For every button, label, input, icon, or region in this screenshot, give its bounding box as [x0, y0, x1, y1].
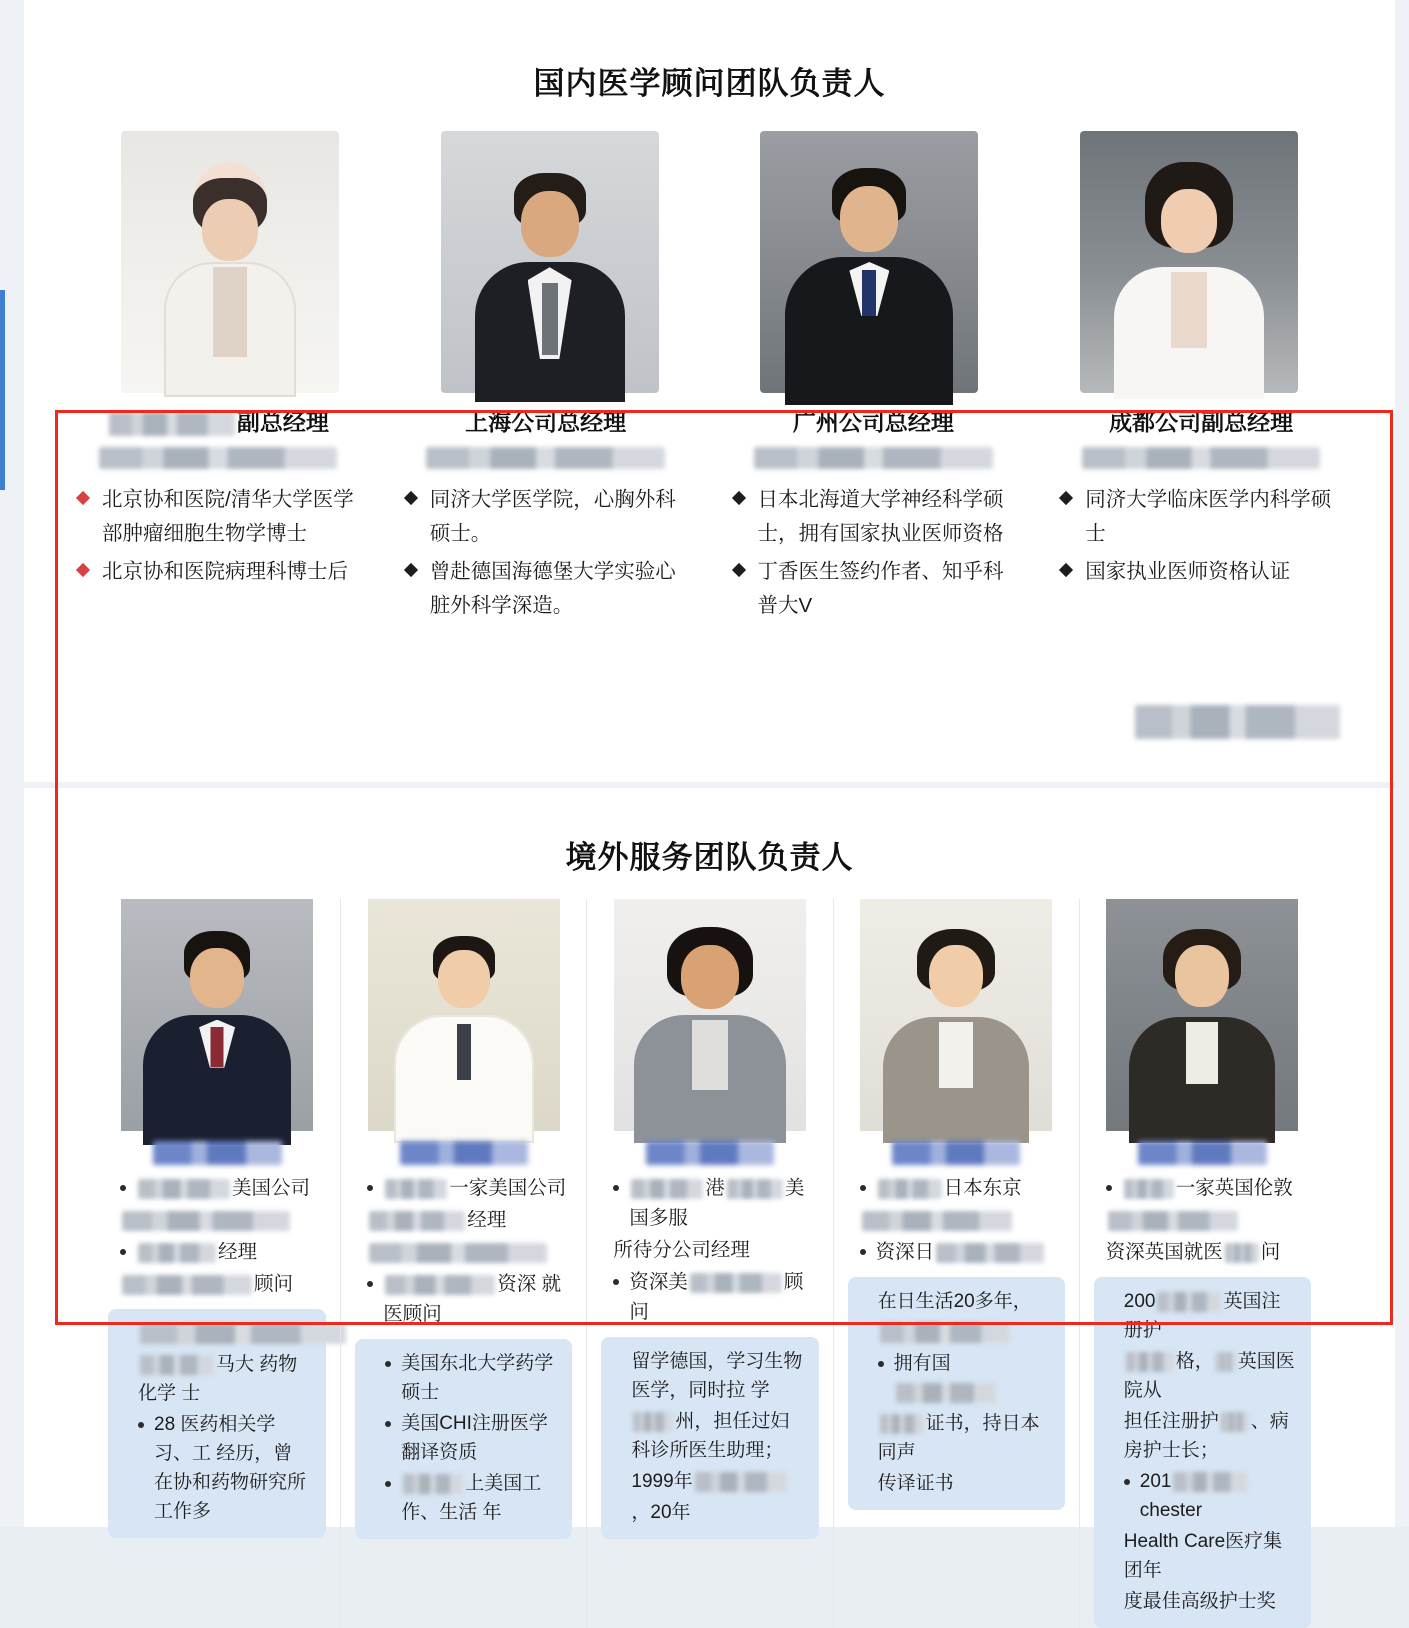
- bio-card-1: [54, 407, 382, 627]
- card-bullet: 资深美 顾问: [613, 1267, 820, 1327]
- bio-card-4: [1037, 407, 1365, 627]
- scroll-indicator[interactable]: [0, 290, 5, 490]
- card-bullet: 日本东京: [860, 1173, 1067, 1203]
- bio-bullet: 北京协和医院病理科博士后: [76, 555, 360, 589]
- portrait-photo-8: [860, 899, 1052, 1131]
- portrait-photo-4: [1080, 131, 1298, 393]
- card-name-redacted-4: [892, 1141, 1020, 1165]
- bio-card-3: [710, 407, 1038, 627]
- card-bullets-4: [842, 1173, 1071, 1267]
- bio-bullet: 丁香医生签约作者、知乎科普大V: [732, 555, 1016, 623]
- bio-bullet: 北京协和医院/清华大学医学部肿瘤细胞生物学博士: [76, 483, 360, 551]
- bio-bullets-2: [404, 483, 688, 623]
- card-bullet: 马大 药物化学 士: [138, 1354, 298, 1404]
- diamond-bullet-icon: [731, 491, 745, 505]
- bio-role-2: 上海公司总经理: [465, 409, 627, 435]
- portrait-photo-6: [368, 899, 560, 1131]
- bio-role-3: 广州公司总经理: [792, 409, 954, 435]
- card-name-redacted-3: [646, 1141, 774, 1165]
- card-bullet: 资深日: [860, 1237, 1067, 1267]
- diamond-bullet-icon: [404, 563, 418, 577]
- dot-bullet-icon: [120, 1249, 126, 1255]
- card-bullet: 港 美国多服: [613, 1173, 820, 1233]
- card-bullet: 所待分公司经理: [613, 1239, 750, 1261]
- card-bullets-3: [595, 1173, 824, 1327]
- card-note-3: [601, 1337, 818, 1539]
- card-bullet: [1106, 1205, 1313, 1235]
- diamond-bullet-icon: [731, 563, 745, 577]
- card-bullet: 留学德国，学习生物医学，同时拉 学: [631, 1351, 803, 1401]
- card-bullet: 美国CHI注册医学翻译资质: [385, 1409, 556, 1467]
- card-bullets-5: [1088, 1173, 1317, 1267]
- card-bullet: 1999年: [631, 1467, 802, 1496]
- card-bullet: Health Care医疗集团年: [1123, 1531, 1283, 1581]
- bio-bullet: 同济大学临床医学内科学硕士: [1059, 483, 1343, 551]
- section-title-overseas: 境外服务团队负责人: [565, 840, 854, 875]
- card-note-2: [355, 1339, 572, 1539]
- diamond-bullet-icon: [76, 491, 90, 505]
- overseas-card-2: [340, 899, 586, 1628]
- card-bullet: 201chester: [1124, 1467, 1295, 1525]
- card-bullet: 在日生活20多年，: [877, 1291, 1032, 1312]
- bio-bullet: 同济大学医学院，心胸外科硕士。: [404, 483, 688, 551]
- diamond-bullet-icon: [1059, 491, 1073, 505]
- card-bullet: 经理: [367, 1205, 574, 1235]
- portrait-photo-7: [614, 899, 806, 1131]
- card-note-4: [848, 1277, 1065, 1510]
- bio-name-redacted-2: [426, 447, 664, 469]
- dot-bullet-icon: [878, 1361, 884, 1367]
- card-bullet: 资深英国就医 问: [1105, 1241, 1281, 1263]
- card-bullet: 证书，持日本同声: [877, 1413, 1040, 1463]
- card-bullet: 州，担任过妇科诊所医生助理；: [631, 1411, 790, 1461]
- diamond-bullet-icon: [1059, 563, 1073, 577]
- overseas-cards-row: [24, 899, 1395, 1628]
- portrait-photo-5: [121, 899, 313, 1131]
- portrait-photo-2: [441, 131, 659, 393]
- bio-bullets-4: [1059, 483, 1343, 589]
- card-bullet: 拥有国: [878, 1349, 1049, 1407]
- diamond-bullet-icon: [76, 563, 90, 577]
- card-bullet: 200 英国注册护: [1123, 1291, 1281, 1341]
- card-name-redacted-5: [1138, 1141, 1266, 1165]
- portrait-photo-1: [121, 131, 339, 393]
- redacted-text-block-a: [1135, 705, 1340, 739]
- card-name-redacted-1: [153, 1141, 282, 1165]
- card-bullet: [878, 1318, 1049, 1347]
- dot-bullet-icon: [613, 1185, 619, 1191]
- dot-bullet-icon: [1106, 1185, 1112, 1191]
- dot-bullet-icon: [367, 1281, 373, 1287]
- card-bullet: 格， 英国医院从: [1123, 1351, 1295, 1401]
- bio-card-2: [382, 407, 710, 627]
- bio-bullet: 国家执业医师资格认证: [1059, 555, 1343, 589]
- card-bullet: 经理: [120, 1237, 328, 1267]
- card-bullet: [860, 1205, 1067, 1235]
- section-domestic-team: [24, 0, 1395, 782]
- dot-bullet-icon: [138, 1422, 144, 1428]
- card-note-1: [108, 1309, 326, 1538]
- dot-bullet-icon: [385, 1481, 391, 1487]
- card-bullet: 美国东北大学药学硕士: [385, 1349, 556, 1407]
- dot-bullet-icon: [367, 1185, 373, 1191]
- bio-role-1: 副总经理: [76, 407, 360, 437]
- card-bullet: 上美国工作、生活 年: [385, 1469, 556, 1527]
- overseas-card-5: [1079, 899, 1325, 1628]
- bio-bullets-1: [76, 483, 360, 589]
- overseas-card-3: [586, 899, 832, 1628]
- bio-name-redacted-4: [1082, 447, 1320, 469]
- bio-bullets-3: [732, 483, 1016, 623]
- card-bullet: 传译证书: [877, 1473, 954, 1494]
- dot-bullet-icon: [860, 1185, 866, 1191]
- card-bullet: 度最佳高级护士奖: [1123, 1591, 1276, 1612]
- card-bullet: 一家英国伦敦: [1106, 1173, 1313, 1203]
- card-note-5: [1094, 1277, 1311, 1628]
- portrait-photo-3: [760, 131, 978, 393]
- domestic-bios-row: [24, 407, 1395, 627]
- bio-name-redacted-3: [754, 447, 992, 469]
- card-name-redacted-2: [400, 1141, 528, 1165]
- portrait-photo-9: [1106, 899, 1298, 1131]
- card-bullet: 美国公司: [120, 1173, 328, 1203]
- card-bullet: [367, 1237, 574, 1267]
- card-bullet: 28 医药相关学习、工 经历，曾在协和药物研究所工作多: [138, 1410, 310, 1526]
- dot-bullet-icon: [385, 1361, 391, 1367]
- section-overseas-team: [24, 788, 1395, 1612]
- card-bullet: 顾问: [120, 1269, 328, 1299]
- page-left-gutter: [0, 0, 25, 1527]
- overseas-card-1: [94, 899, 340, 1628]
- dot-bullet-icon: [613, 1279, 619, 1285]
- diamond-bullet-icon: [404, 491, 418, 505]
- card-bullet: 一家美国公司: [367, 1173, 574, 1203]
- dot-bullet-icon: [1124, 1479, 1130, 1485]
- section-title-domestic: 国内医学顾问团队负责人: [533, 66, 886, 101]
- bio-role-4: 成都公司副总经理: [1109, 409, 1294, 435]
- card-bullet: ，20年: [631, 1502, 691, 1523]
- domestic-photo-row: [24, 131, 1395, 393]
- card-bullet: [138, 1319, 310, 1348]
- dot-bullet-icon: [860, 1249, 866, 1255]
- dot-bullet-icon: [385, 1421, 391, 1427]
- bio-bullet: 曾赴德国海德堡大学实验心脏外科学深造。: [404, 555, 688, 623]
- card-bullet: 资深 就医顾问: [367, 1269, 574, 1329]
- card-bullets-2: [349, 1173, 578, 1329]
- bio-name-redacted-1: [99, 447, 337, 469]
- card-bullet: 担任注册护 、病房护士长；: [1123, 1411, 1289, 1461]
- dot-bullet-icon: [120, 1185, 126, 1191]
- bio-bullet: 日本北海道大学神经科学硕士，拥有国家执业医师资格: [732, 483, 1016, 551]
- card-bullet: [120, 1205, 328, 1235]
- page-right-gutter: [1394, 0, 1409, 1527]
- card-bullets-1: [102, 1173, 332, 1299]
- overseas-card-4: [833, 899, 1079, 1628]
